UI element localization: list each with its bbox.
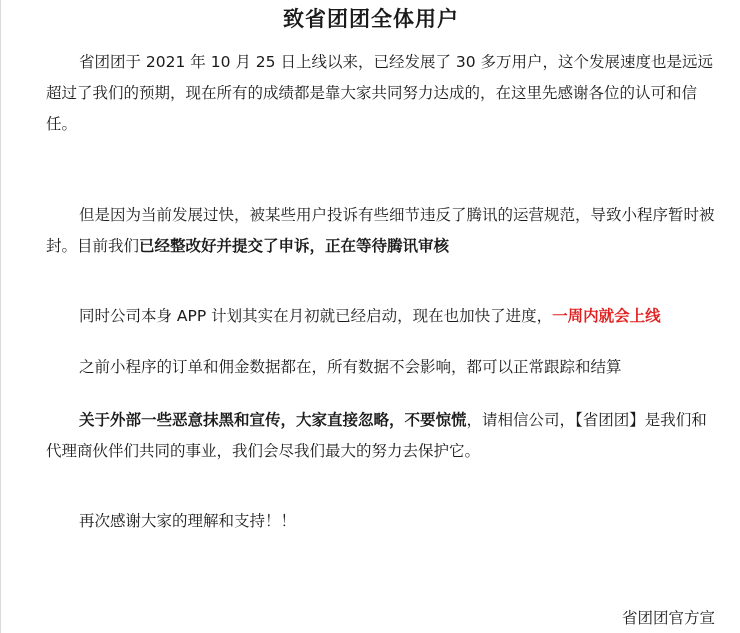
announcement-title: 致省团团全体用户 [283, 7, 459, 31]
paragraph-data-safe-text: 之前小程序的订单和佣金数据都在，所有数据不会影响，都可以正常跟踪和结算 [79, 358, 622, 376]
paragraph-rumors [46, 405, 721, 467]
paragraph-suspension [46, 200, 721, 262]
paragraph-rumors-bold: 关于外部一些恶意抹黑和宣传，大家直接忽略，不要惊慌 [79, 411, 467, 429]
paragraph-launch-text: 省团团于 2021 年 10 月 25 日上线以来，已经发展了 30 多万用户，这个发展速度也是远远超过了我们的预期，现在所有的成绩都是靠大家共同努力达成的，在这里先感谢各位的认可和信任。 [46, 53, 714, 133]
paragraph-app-plan [46, 301, 721, 332]
paragraph-data-safe [46, 352, 721, 383]
paragraph-launch [46, 47, 721, 140]
paragraph-app-plan-highlight: 一周内就会上线 [552, 307, 661, 325]
signature: 省团团官方宣 [621, 609, 715, 627]
paragraph-suspension-bold: 已经整改好并提交了申诉，正在等待腾讯审核 [139, 237, 450, 255]
paragraph-app-plan-text: 同时公司本身 APP 计划其实在月初就已经启动，现在也加快了进度， [79, 307, 553, 325]
paragraph-thanks [46, 506, 721, 537]
paragraph-rumors-text: ，请相信公司，【省团团】是我们和代理商伙伴们共同的事业，我们会尽我们最大的努力去保护它。 [46, 411, 707, 460]
paragraph-suspension-text: 但是因为当前发展过快，被某些用户投诉有些细节违反了腾讯的运营规范，导致小程序暂时被封。目前我们 [46, 206, 715, 255]
paragraph-thanks-text: 再次感谢大家的理解和支持！！ [79, 512, 297, 530]
